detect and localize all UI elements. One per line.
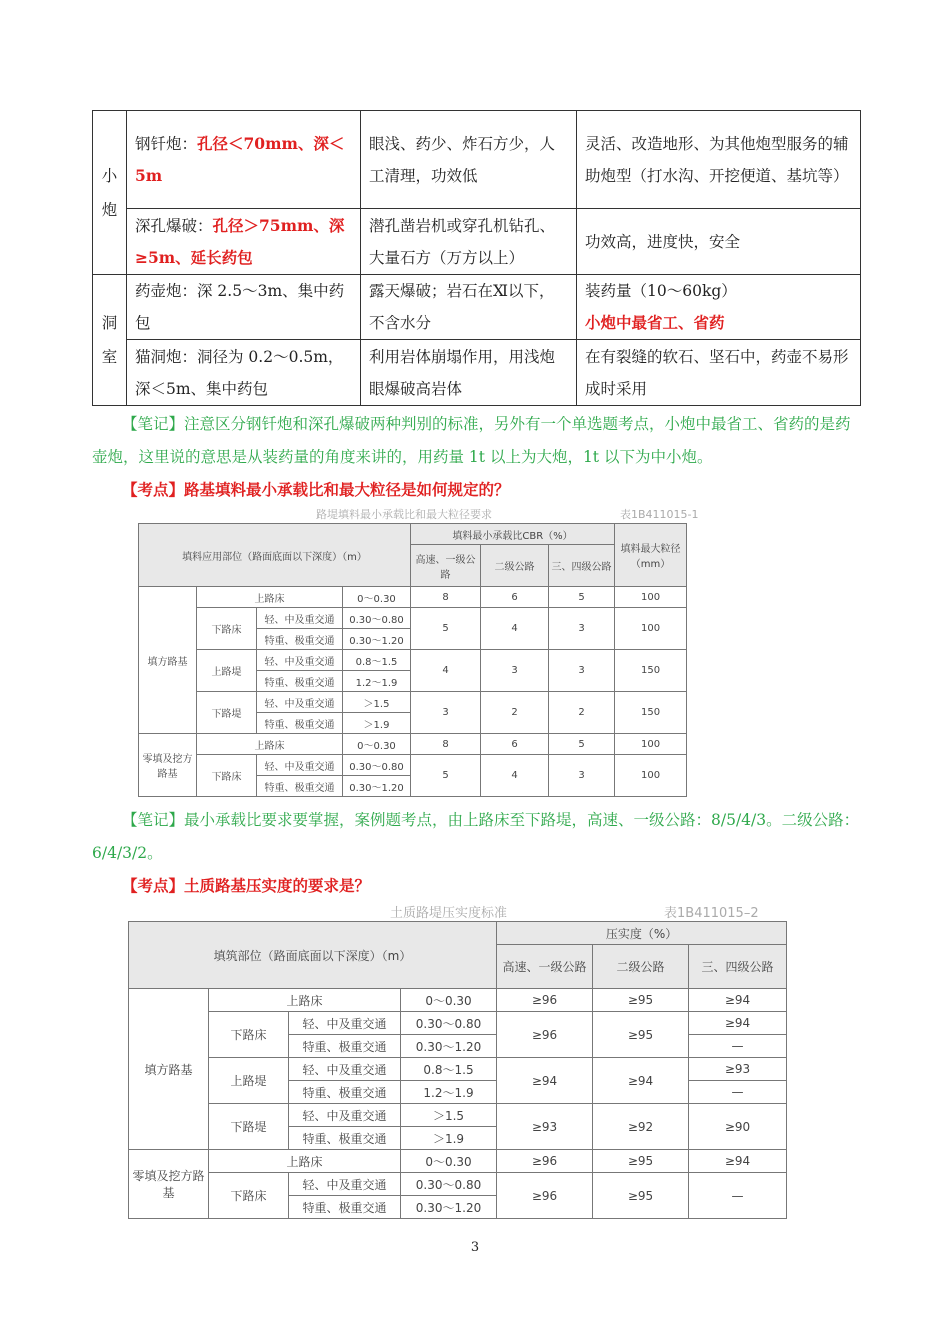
traffic-label: 特重、极重交通	[257, 713, 343, 734]
fill-subgrade-label: 填方路基	[139, 587, 197, 734]
traffic-label: 轻、中及重交通	[257, 755, 343, 776]
traffic-label: 特重、极重交通	[289, 1196, 401, 1219]
header-max-size: 填料最大粒径（mm）	[615, 524, 687, 587]
value-cell: ≥96	[497, 1173, 593, 1219]
header-grade1: 高速、一级公路	[411, 545, 481, 587]
value-cell: —	[689, 1035, 787, 1058]
zero-fill-label: 零填及挖方路基	[139, 734, 197, 797]
value-cell: ≥96	[497, 1150, 593, 1173]
value-cell: 5	[549, 587, 615, 608]
value-cell: ≥95	[593, 1150, 689, 1173]
feature-cell: 眼浅、药少、炸石方少，人工清理，功效低	[361, 111, 577, 209]
traffic-label: 轻、中及重交通	[289, 1173, 401, 1196]
value-cell: ≥95	[593, 1173, 689, 1219]
depth-cell: 0.30～1.20	[343, 776, 411, 797]
value-cell: ≥95	[593, 989, 689, 1012]
value-cell: 4	[481, 608, 549, 650]
note-1: 【笔记】注意区分钢钎炮和深孔爆破两种判别的标准，另外有一个单选题考点，小炮中最省工、省药的是药壶炮，这里说的意思是从装药量的角度来讲的，用药量 1t 以上为大炮，1t 以下为中小炮。	[92, 415, 851, 466]
value-cell: ≥96	[497, 989, 593, 1012]
upper-emb-label: 上路堤	[209, 1058, 289, 1104]
depth-cell: 0～0.30	[401, 1150, 497, 1173]
traffic-label: 轻、中及重交通	[289, 1058, 401, 1081]
depth-cell: ＞1.9	[401, 1127, 497, 1150]
feature-cell: 潜孔凿岩机或穿孔机钻孔、大量石方（万方以上）	[361, 209, 577, 275]
value-cell: ≥94	[593, 1058, 689, 1104]
value-cell: 6	[481, 734, 549, 755]
value-cell: 3	[481, 650, 549, 692]
value-cell: 8	[411, 587, 481, 608]
feature-cell: 利用岩体崩塌作用，用浅炮眼爆破高岩体	[361, 340, 577, 406]
traffic-label: 特重、极重交通	[257, 629, 343, 650]
traffic-label: 特重、极重交通	[257, 671, 343, 692]
value-cell: 2	[549, 692, 615, 734]
depth-cell: 0.8～1.5	[343, 650, 411, 671]
value-cell: 5	[549, 734, 615, 755]
traffic-label: 轻、中及重交通	[257, 608, 343, 629]
traffic-label: 特重、极重交通	[289, 1081, 401, 1104]
value-cell: 5	[411, 755, 481, 797]
blasting-table	[92, 110, 861, 406]
header-cbr: 填料最小承载比CBR（%）	[411, 524, 615, 545]
table2-code: 表1B411015-1	[620, 508, 699, 521]
lower-emb-label: 下路堤	[197, 692, 257, 734]
depth-cell: 0～0.30	[343, 734, 411, 755]
usage-cell: 在有裂缝的软石、坚石中，药壶不易形成时采用	[577, 340, 861, 406]
value-cell: ≥93	[689, 1058, 787, 1081]
value-cell: 5	[411, 608, 481, 650]
traffic-label: 轻、中及重交通	[257, 650, 343, 671]
value-cell: 3	[549, 755, 615, 797]
value-cell: 3	[411, 692, 481, 734]
header-grade1: 高速、一级公路	[497, 945, 593, 989]
header-grade2: 二级公路	[593, 945, 689, 989]
value-cell: 4	[411, 650, 481, 692]
method-cell: 猫洞炮：洞径为 0.2～0.5m，深＜5m、集中药包	[127, 340, 361, 406]
upper-bed-label: 上路床	[197, 587, 343, 608]
depth-cell: ＞1.9	[343, 713, 411, 734]
depth-cell: 0.30～0.80	[343, 608, 411, 629]
depth-cell: 0.30～0.80	[401, 1173, 497, 1196]
value-cell: 150	[615, 650, 687, 692]
lower-emb-label: 下路堤	[209, 1104, 289, 1150]
value-cell: 100	[615, 755, 687, 797]
depth-cell: 0～0.30	[401, 989, 497, 1012]
note-2: 【笔记】最小承载比要求要掌握，案例题考点，由上路床至下路堤，高速、一级公路：8/5/4/3。二级公路：6/4/3/2。	[92, 811, 860, 862]
traffic-label: 轻、中及重交通	[289, 1104, 401, 1127]
value-cell: 100	[615, 734, 687, 755]
table3-title: 土质路堤压实度标准	[390, 906, 508, 921]
depth-cell: 0.8～1.5	[401, 1058, 497, 1081]
key-point-1: 【考点】路基填料最小承载比和最大粒径是如何规定的？	[122, 481, 510, 499]
table2-title: 路堤填料最小承载比和最大粒径要求	[316, 508, 492, 521]
value-cell: 8	[411, 734, 481, 755]
header-grade3: 三、四级公路	[549, 545, 615, 587]
value-cell: 6	[481, 587, 549, 608]
value-cell: ≥95	[593, 1012, 689, 1058]
table-row	[93, 275, 861, 340]
header-grade2: 二级公路	[481, 545, 549, 587]
method-cell: 深孔爆破：孔径＞75mm、深≥5m、延长药包	[127, 209, 361, 275]
value-cell: ≥96	[497, 1012, 593, 1058]
category-small-blast: 小 炮	[93, 111, 127, 275]
lower-bed-label: 下路床	[197, 608, 257, 650]
depth-cell: 0.30～0.80	[401, 1012, 497, 1035]
zero-fill-label: 零填及挖方路基	[129, 1150, 209, 1219]
depth-cell: 0.30～1.20	[343, 629, 411, 650]
header-compaction: 压实度（%）	[497, 922, 787, 945]
depth-cell: 0.30～0.80	[343, 755, 411, 776]
cbr-table	[138, 523, 687, 797]
page-number: 3	[470, 1240, 480, 1255]
fill-subgrade-label: 填方路基	[129, 989, 209, 1150]
depth-cell: 0～0.30	[343, 587, 411, 608]
lower-bed-label: 下路床	[209, 1173, 289, 1219]
table-row	[93, 209, 861, 275]
value-cell: 2	[481, 692, 549, 734]
traffic-label: 特重、极重交通	[257, 776, 343, 797]
usage-cell: 装药量（10～60kg） 小炮中最省工、省药	[577, 275, 861, 340]
value-cell: 3	[549, 608, 615, 650]
value-cell: ≥92	[593, 1104, 689, 1150]
traffic-label: 特重、极重交通	[289, 1127, 401, 1150]
depth-cell: 0.30～1.20	[401, 1196, 497, 1219]
value-cell: ≥94	[689, 1012, 787, 1035]
header-grade3: 三、四级公路	[689, 945, 787, 989]
depth-cell: 1.2～1.9	[401, 1081, 497, 1104]
header-position: 填料应用部位（路面底面以下深度）（m）	[139, 524, 411, 587]
value-cell: ≥94	[689, 989, 787, 1012]
depth-cell: ＞1.5	[343, 692, 411, 713]
header-position: 填筑部位（路面底面以下深度）（m）	[129, 922, 497, 989]
upper-bed-label: 上路床	[209, 989, 401, 1012]
value-cell: 4	[481, 755, 549, 797]
feature-cell: 露天爆破；岩石在Ⅺ以下，不含水分	[361, 275, 577, 340]
usage-cell: 功效高，进度快，安全	[577, 209, 861, 275]
method-cell: 药壶炮：深 2.5～3m、集中药包	[127, 275, 361, 340]
depth-cell: 1.2～1.9	[343, 671, 411, 692]
upper-bed-label: 上路床	[209, 1150, 401, 1173]
value-cell: ≥93	[497, 1104, 593, 1150]
upper-bed-label: 上路床	[197, 734, 343, 755]
traffic-label: 特重、极重交通	[289, 1035, 401, 1058]
depth-cell: ＞1.5	[401, 1104, 497, 1127]
traffic-label: 轻、中及重交通	[289, 1012, 401, 1035]
lower-bed-label: 下路床	[209, 1012, 289, 1058]
value-cell: —	[689, 1081, 787, 1104]
table3-code: 表1B411015–2	[664, 906, 759, 921]
category-chamber-blast: 洞 室	[93, 275, 127, 406]
traffic-label: 轻、中及重交通	[257, 692, 343, 713]
value-cell: —	[689, 1173, 787, 1219]
value-cell: ≥94	[497, 1058, 593, 1104]
value-cell: 3	[549, 650, 615, 692]
lower-bed-label: 下路床	[197, 755, 257, 797]
compaction-table	[128, 921, 787, 1219]
value-cell: ≥94	[689, 1150, 787, 1173]
value-cell: 100	[615, 608, 687, 650]
value-cell: 100	[615, 587, 687, 608]
value-cell: 150	[615, 692, 687, 734]
depth-cell: 0.30～1.20	[401, 1035, 497, 1058]
value-cell: ≥90	[689, 1104, 787, 1150]
method-cell: 钢钎炮：孔径＜70mm、深＜5m	[127, 111, 361, 209]
upper-emb-label: 上路堤	[197, 650, 257, 692]
key-point-2: 【考点】土质路基压实度的要求是？	[122, 877, 371, 895]
table-row	[93, 340, 861, 406]
usage-cell: 灵活、改造地形、为其他炮型服务的辅助炮型（打水沟、开挖便道、基坑等）	[577, 111, 861, 209]
table-row	[93, 111, 861, 209]
